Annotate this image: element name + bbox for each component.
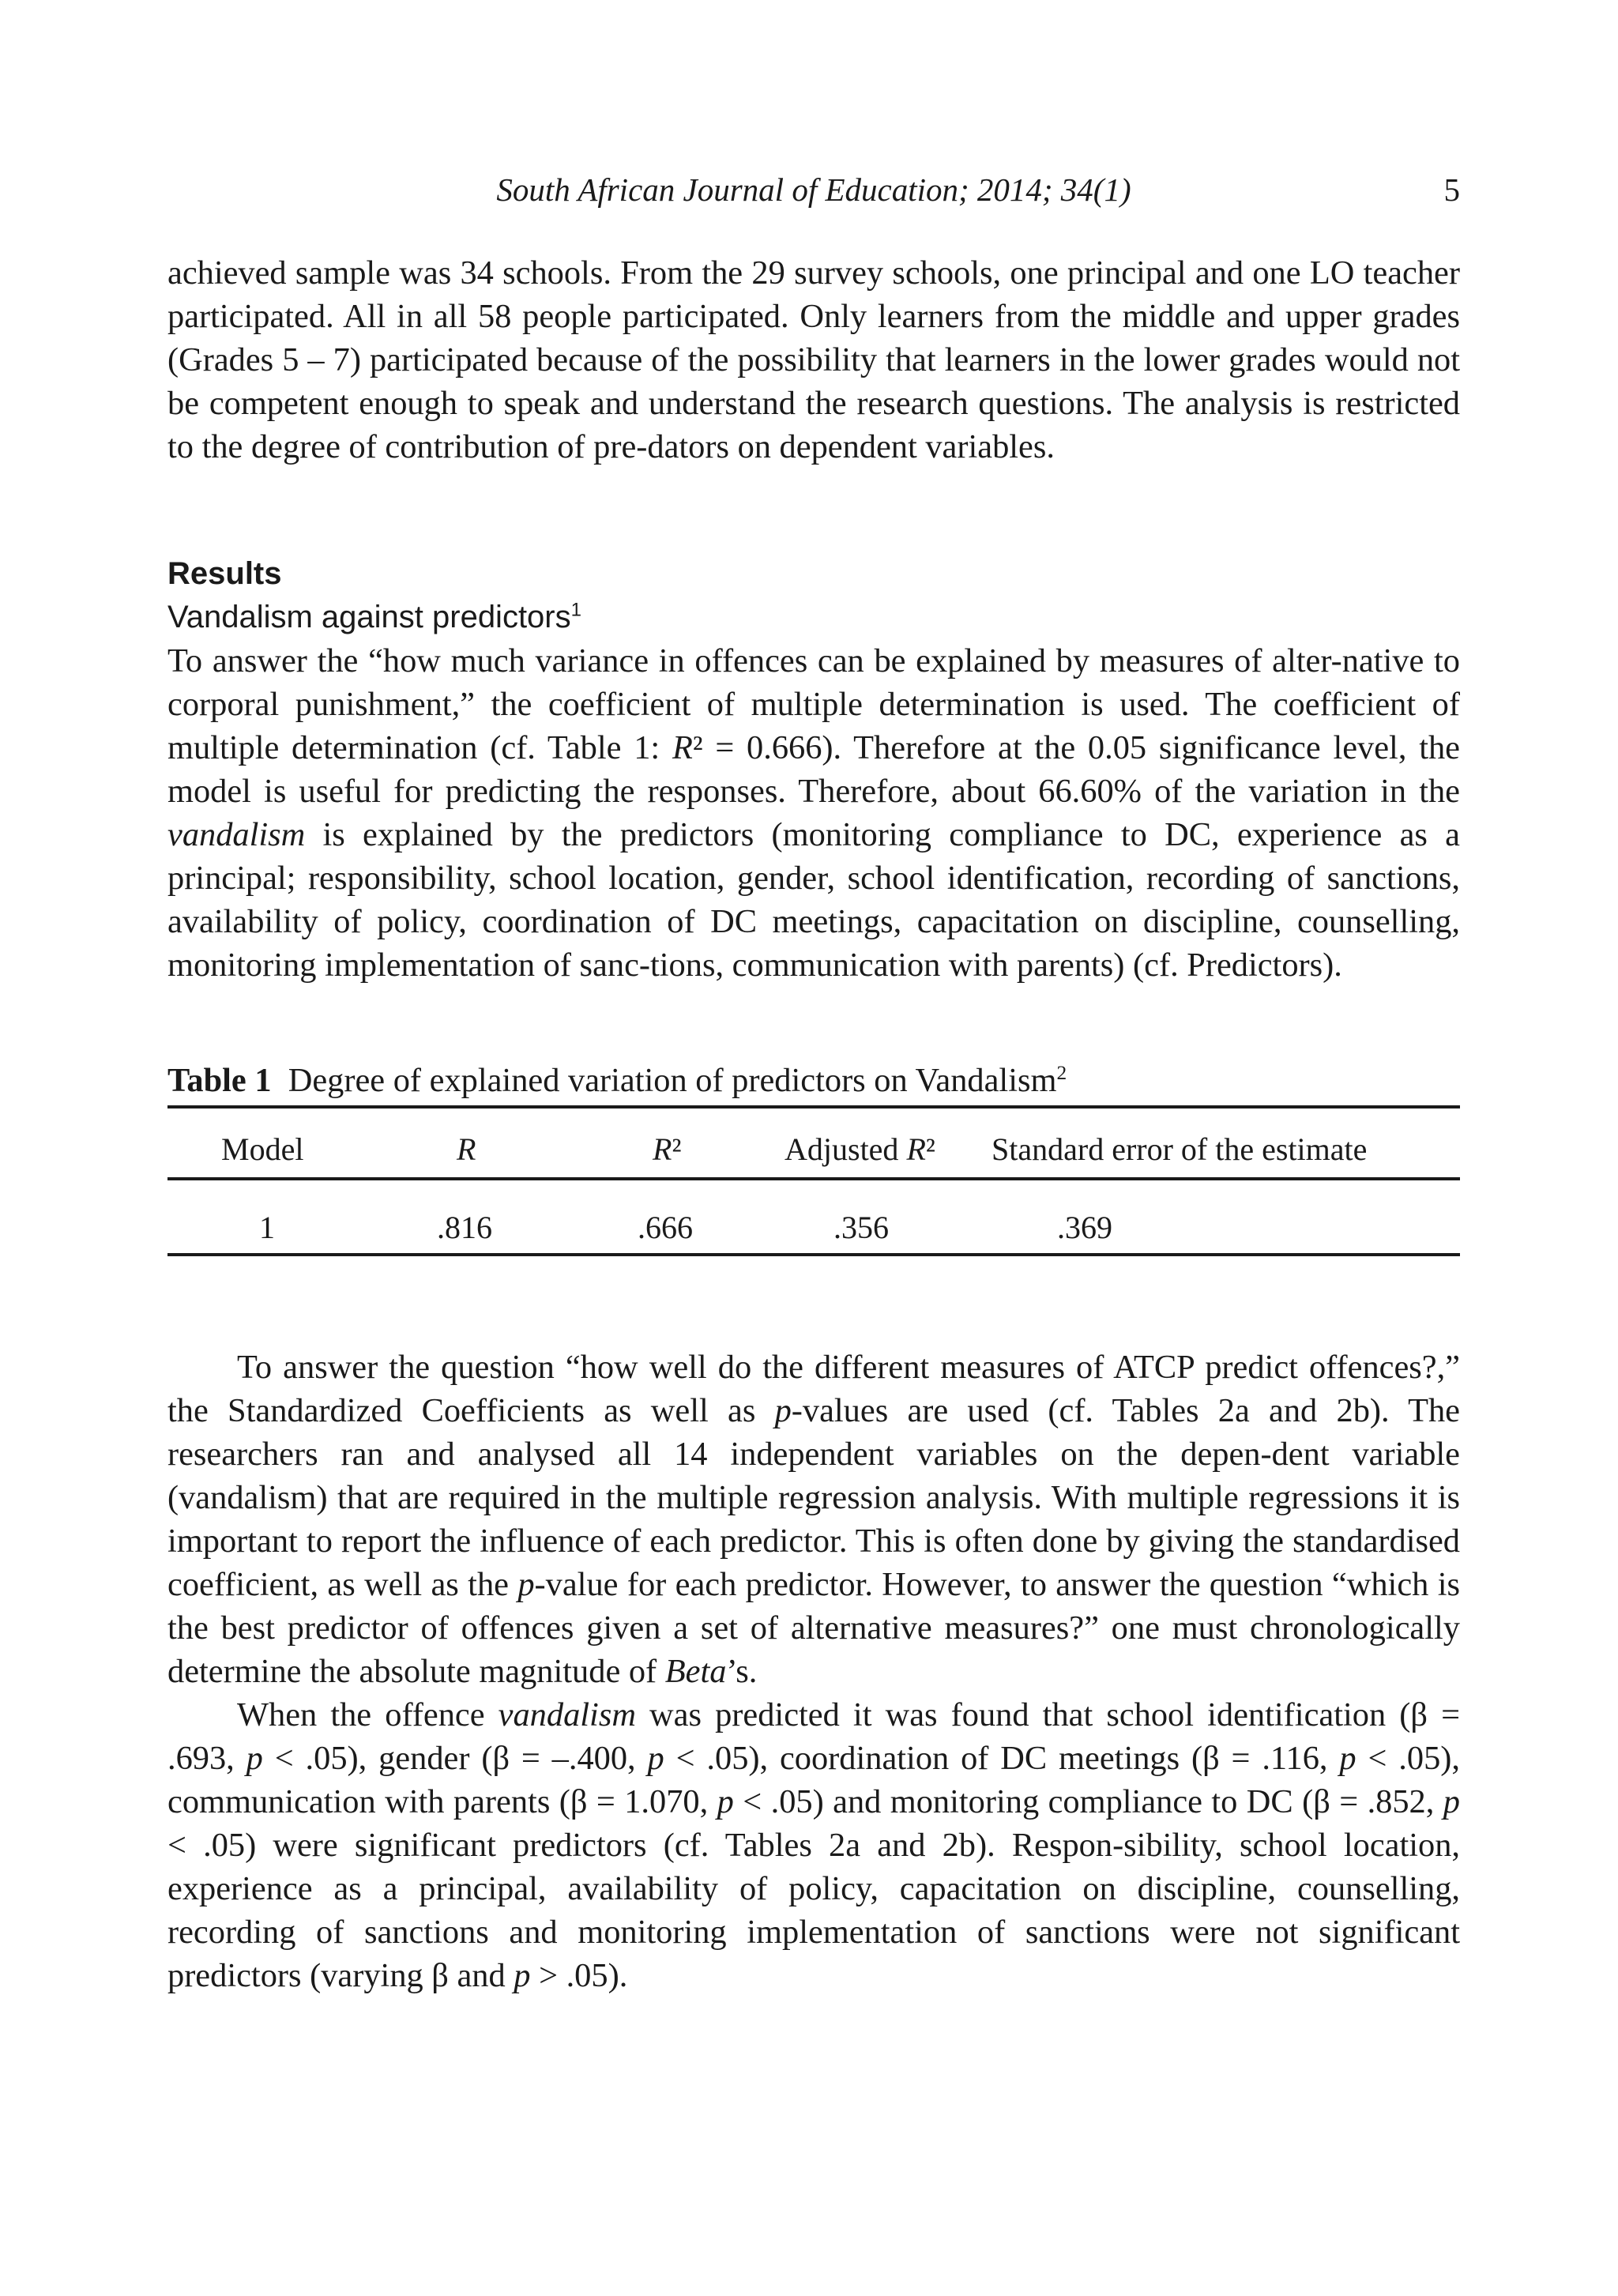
header-r: R xyxy=(457,1131,476,1167)
paragraph-4 xyxy=(167,1693,1460,1997)
table-label: Table 1 xyxy=(167,1062,272,1099)
p4-text-h: > .05). xyxy=(530,1957,628,1994)
p2-text-a: To answer the “how much variance in offences can be explained by measures of alter-native to corporal punishment,” the coefficient of multiple determination is used. The coefficient of multiple determination (cf. Table 1: xyxy=(167,642,1460,766)
p4-text-f: < .05) and monitoring compliance to DC (β = .852, xyxy=(733,1783,1443,1820)
header-r2-exp: ² xyxy=(672,1131,682,1167)
p3-text-b: -values are used (cf. Tables 2a and 2b). The researchers ran and analysed all 14 independent variables on the depen-dent variable (vandalism) that are required in the multiple regression analysis. With multiple regressions it is important to report the influence of each predictor. This is often done by giving the standardised coefficient, as well as the xyxy=(167,1392,1460,1603)
r-symbol: R xyxy=(672,729,693,766)
subheading-text: Vandalism against predictors xyxy=(167,600,571,634)
p3-text-a: To answer the question “how well do the different measures of ATCP predict offences?,” the Standardized Coefficients as well as xyxy=(167,1349,1460,1429)
table-caption-text: Degree of explained variation of predictors on Vandalism xyxy=(288,1062,1057,1099)
section-heading: Results xyxy=(167,556,282,591)
paragraph-sample xyxy=(167,251,1460,469)
p4-text-d: < .05), coordination of DC meetings (β = .116, xyxy=(664,1740,1340,1777)
paragraph-3 xyxy=(167,1346,1460,1693)
subheading-footnote-marker: 1 xyxy=(570,599,581,621)
p3-text-d: ’s. xyxy=(726,1653,758,1690)
header-adjusted-prefix: Adjusted xyxy=(785,1131,907,1167)
p4-text-g: < .05) were significant predictors (cf. Tables 2a and 2b). Respon-sibility, school location, experience as a principal, availability of policy, capacitation on discipline, counselling, recording of sanctions and monitoring implementation of sanctions were not significant predictors (varying β and xyxy=(167,1827,1460,1994)
table-bottom-rule xyxy=(167,1253,1460,1256)
p-symbol: p xyxy=(647,1740,664,1777)
header-adjusted-exp: ² xyxy=(925,1131,935,1167)
cell-standard-error: .369 xyxy=(1057,1210,1112,1245)
table-header-rule xyxy=(167,1177,1460,1180)
discussion-section xyxy=(167,1346,1460,1997)
header-adjusted-symbol: R xyxy=(906,1131,926,1167)
p4-text-c: < .05), gender (β = –.400, xyxy=(262,1740,648,1777)
p-symbol: p xyxy=(1339,1740,1356,1777)
vandalism-term: vandalism xyxy=(498,1696,636,1733)
cell-r2: .666 xyxy=(638,1210,693,1245)
running-header xyxy=(167,166,1460,213)
p-symbol: p xyxy=(1443,1783,1460,1820)
paragraph-2 xyxy=(167,639,1460,987)
p-symbol: p xyxy=(774,1392,792,1429)
header-adjusted-r2 xyxy=(785,1127,935,1171)
p4-text-e: < .05), communication with parents (β = 1.070, xyxy=(167,1740,1460,1820)
header-model: Model xyxy=(221,1131,304,1167)
p-symbol: p xyxy=(246,1740,263,1777)
cell-r: .816 xyxy=(437,1210,492,1245)
page-number: 5 xyxy=(1443,171,1460,208)
p2-text-c: is explained by the predictors (monitoring compliance to DC, experience as a principal; responsibility, school location, gender, school identification, recording of sanctions, availability of policy, coordination of DC meetings, capacitation on discipline, counselling, monitoring implementation of sanc-tions, communication with parents) (cf. Predictors). xyxy=(167,816,1460,984)
vandalism-term: vandalism xyxy=(167,816,306,853)
header-r2-symbol: R xyxy=(653,1131,672,1167)
caption-footnote-marker: 2 xyxy=(1056,1060,1067,1084)
journal-title: South African Journal of Education; 2014; 34(1) xyxy=(496,171,1131,208)
p2-text-b: ² = 0.666). Therefore at the 0.05 significance level, the model is useful for predicting the responses. Therefore, about 66.60% of the variation in the xyxy=(167,729,1460,810)
p-symbol: p xyxy=(717,1783,734,1820)
p3-text-c: -value for each predictor. However, to answer the question “which is the best predictor of offences given a set of alternative measures?” one must chronologically determine the absolute magnitude of xyxy=(167,1566,1460,1690)
table-top-rule xyxy=(167,1105,1460,1108)
paragraph-1: achieved sample was 34 schools. From the 29 survey schools, one principal and one LO teacher participated. All in all 58 people participated. Only learners from the middle and upper grades (Grades 5 – 7) participated because of the possibility that learners in the lower grades would not be competent enough to speak and understand the research questions. The analysis is restricted to the degree of contribution of pre-dators on dependent variables. xyxy=(167,254,1460,465)
subheading xyxy=(167,596,1460,639)
cell-adjusted-r2: .356 xyxy=(833,1210,889,1245)
p-symbol: p xyxy=(514,1957,531,1994)
p-symbol: p xyxy=(517,1566,535,1603)
header-r2 xyxy=(653,1127,681,1171)
p4-text-a: When the offence xyxy=(237,1696,499,1733)
header-standard-error: Standard error of the estimate xyxy=(991,1131,1368,1167)
results-section xyxy=(167,552,1460,987)
beta-term: Beta xyxy=(664,1653,727,1690)
cell-model: 1 xyxy=(259,1210,275,1245)
table-caption xyxy=(167,1057,1460,1105)
p4-text-b: was predicted it was found that school identification (β = .693, xyxy=(167,1696,1460,1777)
